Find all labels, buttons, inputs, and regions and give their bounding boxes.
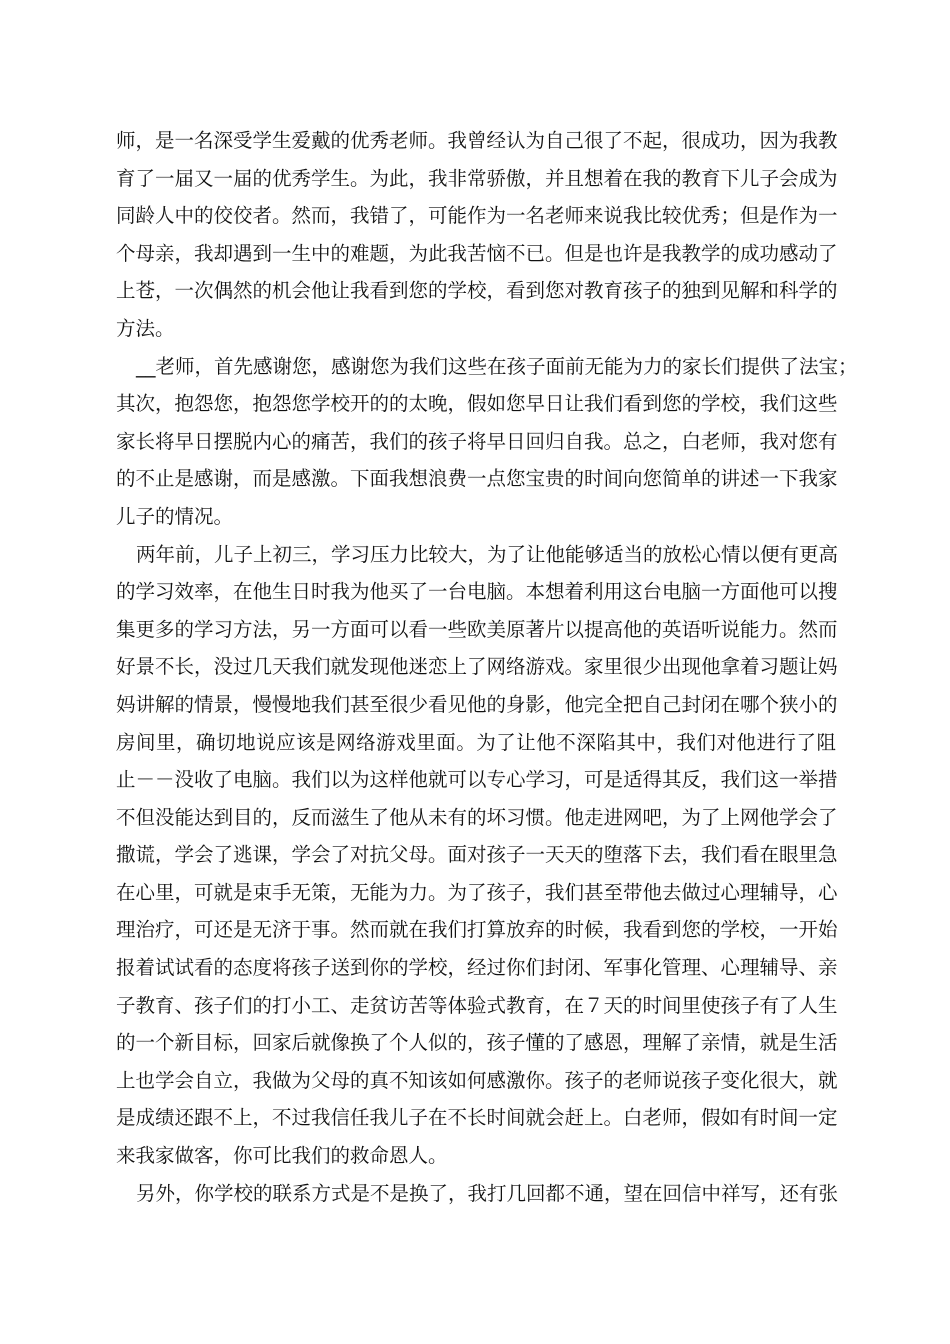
text-line: 个母亲，我却遇到一生中的难题，为此我苦恼不已。但是也许是我教学的成功感动了 — [116, 241, 838, 265]
text-line: 子教育、孩子们的打小工、走贫访苦等体验式教育，在７天的时间里使孩子有了人生 — [116, 993, 838, 1017]
text-line: 上苍，一次偶然的机会他让我看到您的学校，看到您对教育孩子的独到见解和科学的 — [116, 279, 838, 303]
text-line: 的一个新目标，回家后就像换了个人似的，孩子懂的了感恩，理解了亲情，就是生活 — [116, 1031, 838, 1055]
paragraph — [116, 536, 839, 1175]
text-line: 房间里，确切地说应该是网络游戏里面。为了让他不深陷其中，我们对他进行了阻 — [116, 730, 836, 754]
text-line: 的学习效率，在他生日时我为他买了一台电脑。本想着利用这台电脑一方面他可以搜 — [116, 580, 838, 604]
text-line: 不但没能达到目的，反而滋生了他从未有的坏习惯。他走进网吧，为了上网他学会了 — [116, 805, 838, 829]
letter-body — [116, 122, 858, 1212]
paragraph — [116, 122, 836, 348]
text-line: 其次，抱怨您，抱怨您学校开的的太晚，假如您早日让我们看到您的学校，我们这些 — [116, 392, 838, 416]
text-line: 好景不长，没过几天我们就发现他迷恋上了网络游戏。家里很少出现他拿着习题让妈 — [116, 655, 838, 679]
text-line: 来我家做客，你可比我们的救命恩人。 — [116, 1144, 448, 1168]
text-line: 是成绩还跟不上，不过我信任我儿子在不长时间就会赶上。白老师，假如有时间一定 — [116, 1106, 838, 1130]
paragraph — [116, 1175, 839, 1213]
text-line: 理治疗，可还是无济于事。然而就在我们打算放弃的时候，我看到您的学校，一开始 — [116, 918, 838, 942]
paragraph — [116, 348, 858, 536]
text-line: 育了一届又一届的优秀学生。为此，我非常骄傲，并且想着在我的教育下儿子会成为 — [116, 166, 838, 190]
text-line: 的不止是感谢，而是感激。下面我想浪费一点您宝贵的时间向您简单的讲述一下我家 — [116, 467, 838, 491]
text-line: 师，是一名深受学生爱戴的优秀老师。我曾经认为自己很了不起，很成功，因为我教 — [116, 129, 838, 152]
text-line: 报着试试看的态度将孩子送到你的学校，经过你们封闭、军事化管理、心理辅导、亲 — [116, 956, 838, 980]
text-line: 同龄人中的佼佼者。然而，我错了，可能作为一名老师来说我比较优秀；但是作为一 — [116, 204, 838, 228]
text-line: 两年前，儿子上初三，学习压力比较大，为了让他能够适当的放松心情以便有更高 — [136, 542, 839, 566]
text-line: 集更多的学习方法，另一方面可以看一些欧美原著片以提高他的英语听说能力。然而 — [116, 617, 838, 641]
text-line: 方法。 — [116, 316, 175, 340]
text-line: 妈讲解的情景，慢慢地我们甚至很少看见他的身影，他完全把自己封闭在哪个狭小的 — [116, 692, 838, 716]
text-line: __老师，首先感谢您，感谢您为我们这些在孩子面前无能为力的家长们提供了法宝； — [136, 354, 858, 378]
text-line: 在心里，可就是束手无策，无能为力。为了孩子，我们甚至带他去做过心理辅导，心 — [116, 880, 838, 904]
text-line: 撒谎，学会了逃课，学会了对抗父母。面对孩子一天天的堕落下去，我们看在眼里急 — [116, 843, 838, 867]
text-line: 止－－没收了电脑。我们以为这样他就可以专心学习，可是适得其反，我们这一举措 — [116, 768, 838, 792]
text-line: 另外，你学校的联系方式是不是换了，我打几回都不通，望在回信中祥写，还有张 — [136, 1181, 839, 1205]
text-line: 家长将早日摆脱内心的痛苦，我们的孩子将早日回归自我。总之，白老师，我对您有 — [116, 429, 838, 453]
text-line: 儿子的情况。 — [116, 504, 234, 528]
text-line: 上也学会自立，我做为父母的真不知该如何感激你。孩子的老师说孩子变化很大，就 — [116, 1068, 838, 1092]
